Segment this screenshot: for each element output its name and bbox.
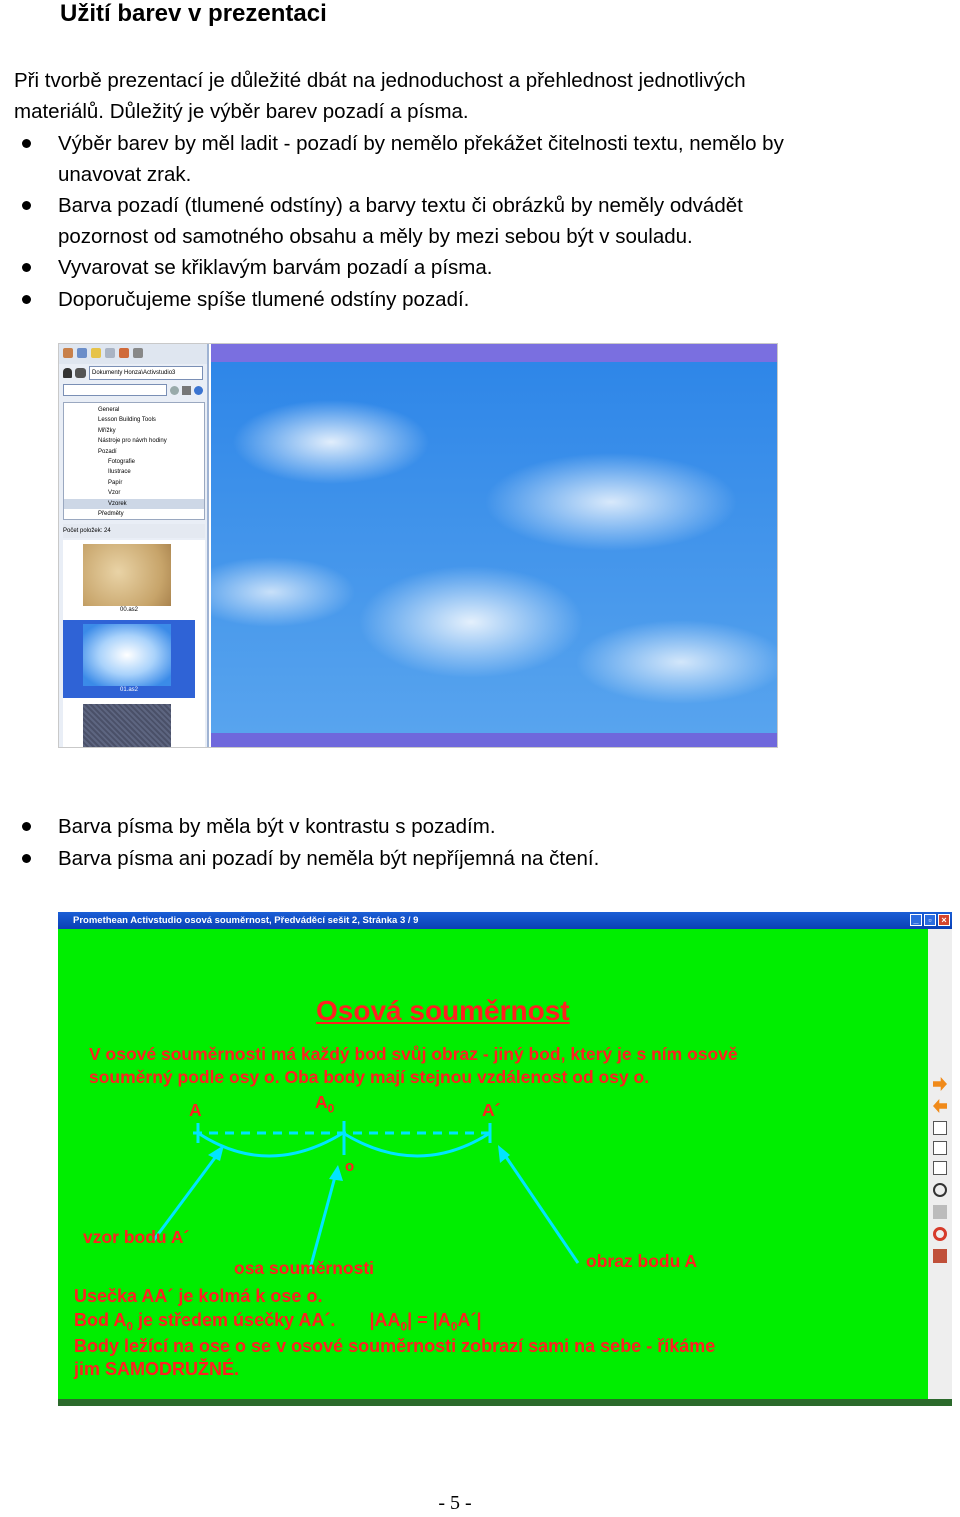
statement-2 xyxy=(74,1310,481,1334)
folder-icon[interactable] xyxy=(63,348,73,358)
previous-page-icon[interactable] xyxy=(933,1099,947,1113)
play-icon[interactable] xyxy=(170,386,179,395)
vzor-label: vzor bodu A´ xyxy=(83,1227,190,1247)
tools-icon[interactable] xyxy=(119,348,129,358)
obraz-label: obraz bodu A xyxy=(586,1251,698,1271)
tree-item[interactable]: Pozadí xyxy=(98,448,117,455)
definition-line-2: souměrný podle osy o. Oba body mají stejnou vzdálenost od osy o. xyxy=(89,1067,650,1087)
parchment-thumbnail xyxy=(83,544,171,606)
intro-line-2: materiálů. Důležitý je výběr barev pozadí a písma. xyxy=(14,100,469,123)
next-page-icon[interactable] xyxy=(933,1077,947,1091)
page-icon[interactable] xyxy=(933,1121,947,1135)
arrowhead-vzor xyxy=(208,1145,224,1161)
bullet-item xyxy=(22,128,926,190)
tree-item[interactable]: Předměty xyxy=(98,511,124,518)
resource-browser-panel xyxy=(59,344,209,748)
path-field[interactable]: Dokumenty Honza\Activstudio3 xyxy=(89,366,203,380)
tree-item[interactable]: Papír xyxy=(108,479,123,486)
statement-2-subscript: 0 xyxy=(450,1319,458,1334)
bullet-item xyxy=(22,190,926,252)
preview-bottom-bar xyxy=(211,733,777,747)
intro-line-1: Při tvorbě prezentací je důležité dbát na jednoduchost a přehlednost jednotlivých xyxy=(14,69,746,92)
resource-toolbar xyxy=(59,344,207,364)
tree-item-selected[interactable]: Vzorek xyxy=(64,499,204,509)
statement-1: Usečka AA´ je kolmá k ose o. xyxy=(74,1286,323,1306)
osa-label: osa souměrnosti xyxy=(234,1258,375,1278)
fabric-thumbnail xyxy=(83,704,171,748)
bullet-dot xyxy=(22,295,31,304)
bullet-item xyxy=(22,252,926,283)
window-title: Promethean Activstudio osová souměrnost, Předváděcí sešit 2, Stránka 3 / 9 xyxy=(73,915,419,926)
bullet-line: Barva pozadí (tlumené odstíny) a barvy textu či obrázků by neměly odvádět xyxy=(58,194,743,217)
thumbnail-caption: 01.as2 xyxy=(119,687,138,693)
bullet-dot xyxy=(22,201,31,210)
bullet-dot xyxy=(22,139,31,148)
reset-icon[interactable] xyxy=(933,1227,947,1241)
arrowhead-osa xyxy=(329,1165,343,1181)
tree-item[interactable]: Fotografie xyxy=(108,459,136,466)
flipchart-screenshot xyxy=(58,912,952,1406)
sky-background-preview xyxy=(211,344,777,747)
bullet-item xyxy=(22,284,926,315)
flipchart-page xyxy=(58,929,928,1399)
bullet-line: Doporučujeme spíše tlumené odstíny pozadí. xyxy=(58,288,470,311)
tree-item[interactable]: Nástroje pro návrh hodiny xyxy=(98,438,167,445)
page-icon[interactable] xyxy=(91,348,101,358)
background-picker-screenshot xyxy=(58,343,778,748)
tree-item[interactable]: Vzor xyxy=(108,490,121,497)
thumbnail-list xyxy=(63,540,205,748)
search-row xyxy=(59,382,207,398)
users-icon[interactable] xyxy=(75,368,86,378)
document-title: Užití barev v prezentaci xyxy=(60,0,327,27)
intro-paragraph xyxy=(14,65,926,127)
statement-2-subscript: 0 xyxy=(126,1319,134,1334)
pen-icon[interactable] xyxy=(133,348,143,358)
statement-2-part: A´| xyxy=(457,1310,482,1330)
bullet-line: unavovat zrak. xyxy=(58,163,192,186)
statement-2-subscript: 0 xyxy=(400,1319,408,1334)
definition-line-1: V osové souměrnosti má každý bod svůj obraz - jiný bod, který je s ním osově xyxy=(89,1044,738,1064)
search-icon[interactable] xyxy=(194,386,203,395)
preview-top-bar xyxy=(211,344,777,362)
tree-item[interactable]: Mřížky xyxy=(98,427,116,434)
thumbnail-item-selected[interactable] xyxy=(63,620,195,698)
bullet-line: Barva písma ani pozadí by neměla být nepříjemná na čtení. xyxy=(58,847,600,870)
bullet-dot xyxy=(22,263,31,272)
bullet-line: Vyvarovat se křiklavým barvám pozadí a písma. xyxy=(58,256,493,279)
undo-icon[interactable] xyxy=(933,1183,947,1197)
arrow-osa xyxy=(310,1173,336,1269)
tree-item[interactable]: Lesson Building Tools xyxy=(98,417,156,424)
sky-thumbnail xyxy=(83,624,171,686)
tool-sidebar xyxy=(928,929,952,1406)
path-row xyxy=(59,364,207,382)
pen-icon[interactable] xyxy=(933,1205,947,1219)
point-a0-letter: A xyxy=(315,1092,328,1112)
search-input[interactable] xyxy=(63,384,167,396)
point-a0-label xyxy=(315,1092,334,1116)
bullet-line: Barva písma by měla být v kontrastu s pozadím. xyxy=(58,815,496,838)
bullet-line: pozornost od samotného obsahu a měly by mezi sebou být v souladu. xyxy=(58,225,693,248)
bullet-item xyxy=(22,811,926,842)
point-a-prime-label: A´ xyxy=(482,1100,501,1120)
axis-o-label: o xyxy=(345,1158,355,1175)
grid-icon[interactable] xyxy=(182,386,191,395)
bullet-dot xyxy=(22,854,31,863)
point-a0-subscript: 0 xyxy=(327,1101,335,1116)
point-a-label: A xyxy=(189,1100,202,1120)
restore-icon[interactable]: ▫ xyxy=(924,914,936,926)
statement-2-part: je středem úsečky AA´. xyxy=(133,1310,336,1330)
statement-2-part: Bod A xyxy=(74,1310,127,1330)
page-heading: Osová souměrnost xyxy=(316,995,570,1026)
thumbnail-item[interactable] xyxy=(63,540,195,618)
book-icon[interactable] xyxy=(933,1249,947,1263)
library-icon[interactable] xyxy=(77,348,87,358)
page-number: - 5 - xyxy=(438,1492,472,1514)
bullet-line: Výběr barev by měl ladit - pozadí by nemělo překážet čitelnosti textu, nemělo by xyxy=(58,132,784,155)
thumbnail-item[interactable] xyxy=(63,700,195,748)
statement-4: jim SAMODRUŽNÉ. xyxy=(74,1359,240,1379)
item-count: Počet položek: 24 xyxy=(63,524,205,538)
tree-item[interactable]: Ilustrace xyxy=(108,469,131,476)
user-icon[interactable] xyxy=(63,368,72,378)
page-icon[interactable] xyxy=(933,1161,947,1175)
grid-icon[interactable] xyxy=(105,348,115,358)
status-strip xyxy=(58,1399,952,1406)
minimize-icon[interactable]: _ xyxy=(910,914,922,926)
statement-2-part: | = |A xyxy=(407,1310,451,1330)
bullet-dot xyxy=(22,822,31,831)
arrow-obraz xyxy=(502,1151,578,1263)
arc-right xyxy=(343,1133,490,1156)
bullet-item xyxy=(22,843,926,874)
window-titlebar xyxy=(58,912,952,929)
statement-2-part: |AA xyxy=(369,1310,401,1330)
statement-3: Body ležící na ose o se v osové souměrnosti zobrazí sami na sebe - říkáme xyxy=(74,1336,716,1356)
close-icon[interactable]: × xyxy=(938,914,950,926)
page-icon[interactable] xyxy=(933,1141,947,1155)
thumbnail-caption: 00.as2 xyxy=(119,607,138,613)
folder-tree xyxy=(63,402,205,520)
cloud-image xyxy=(211,362,777,734)
tree-item[interactable]: General xyxy=(98,407,120,413)
